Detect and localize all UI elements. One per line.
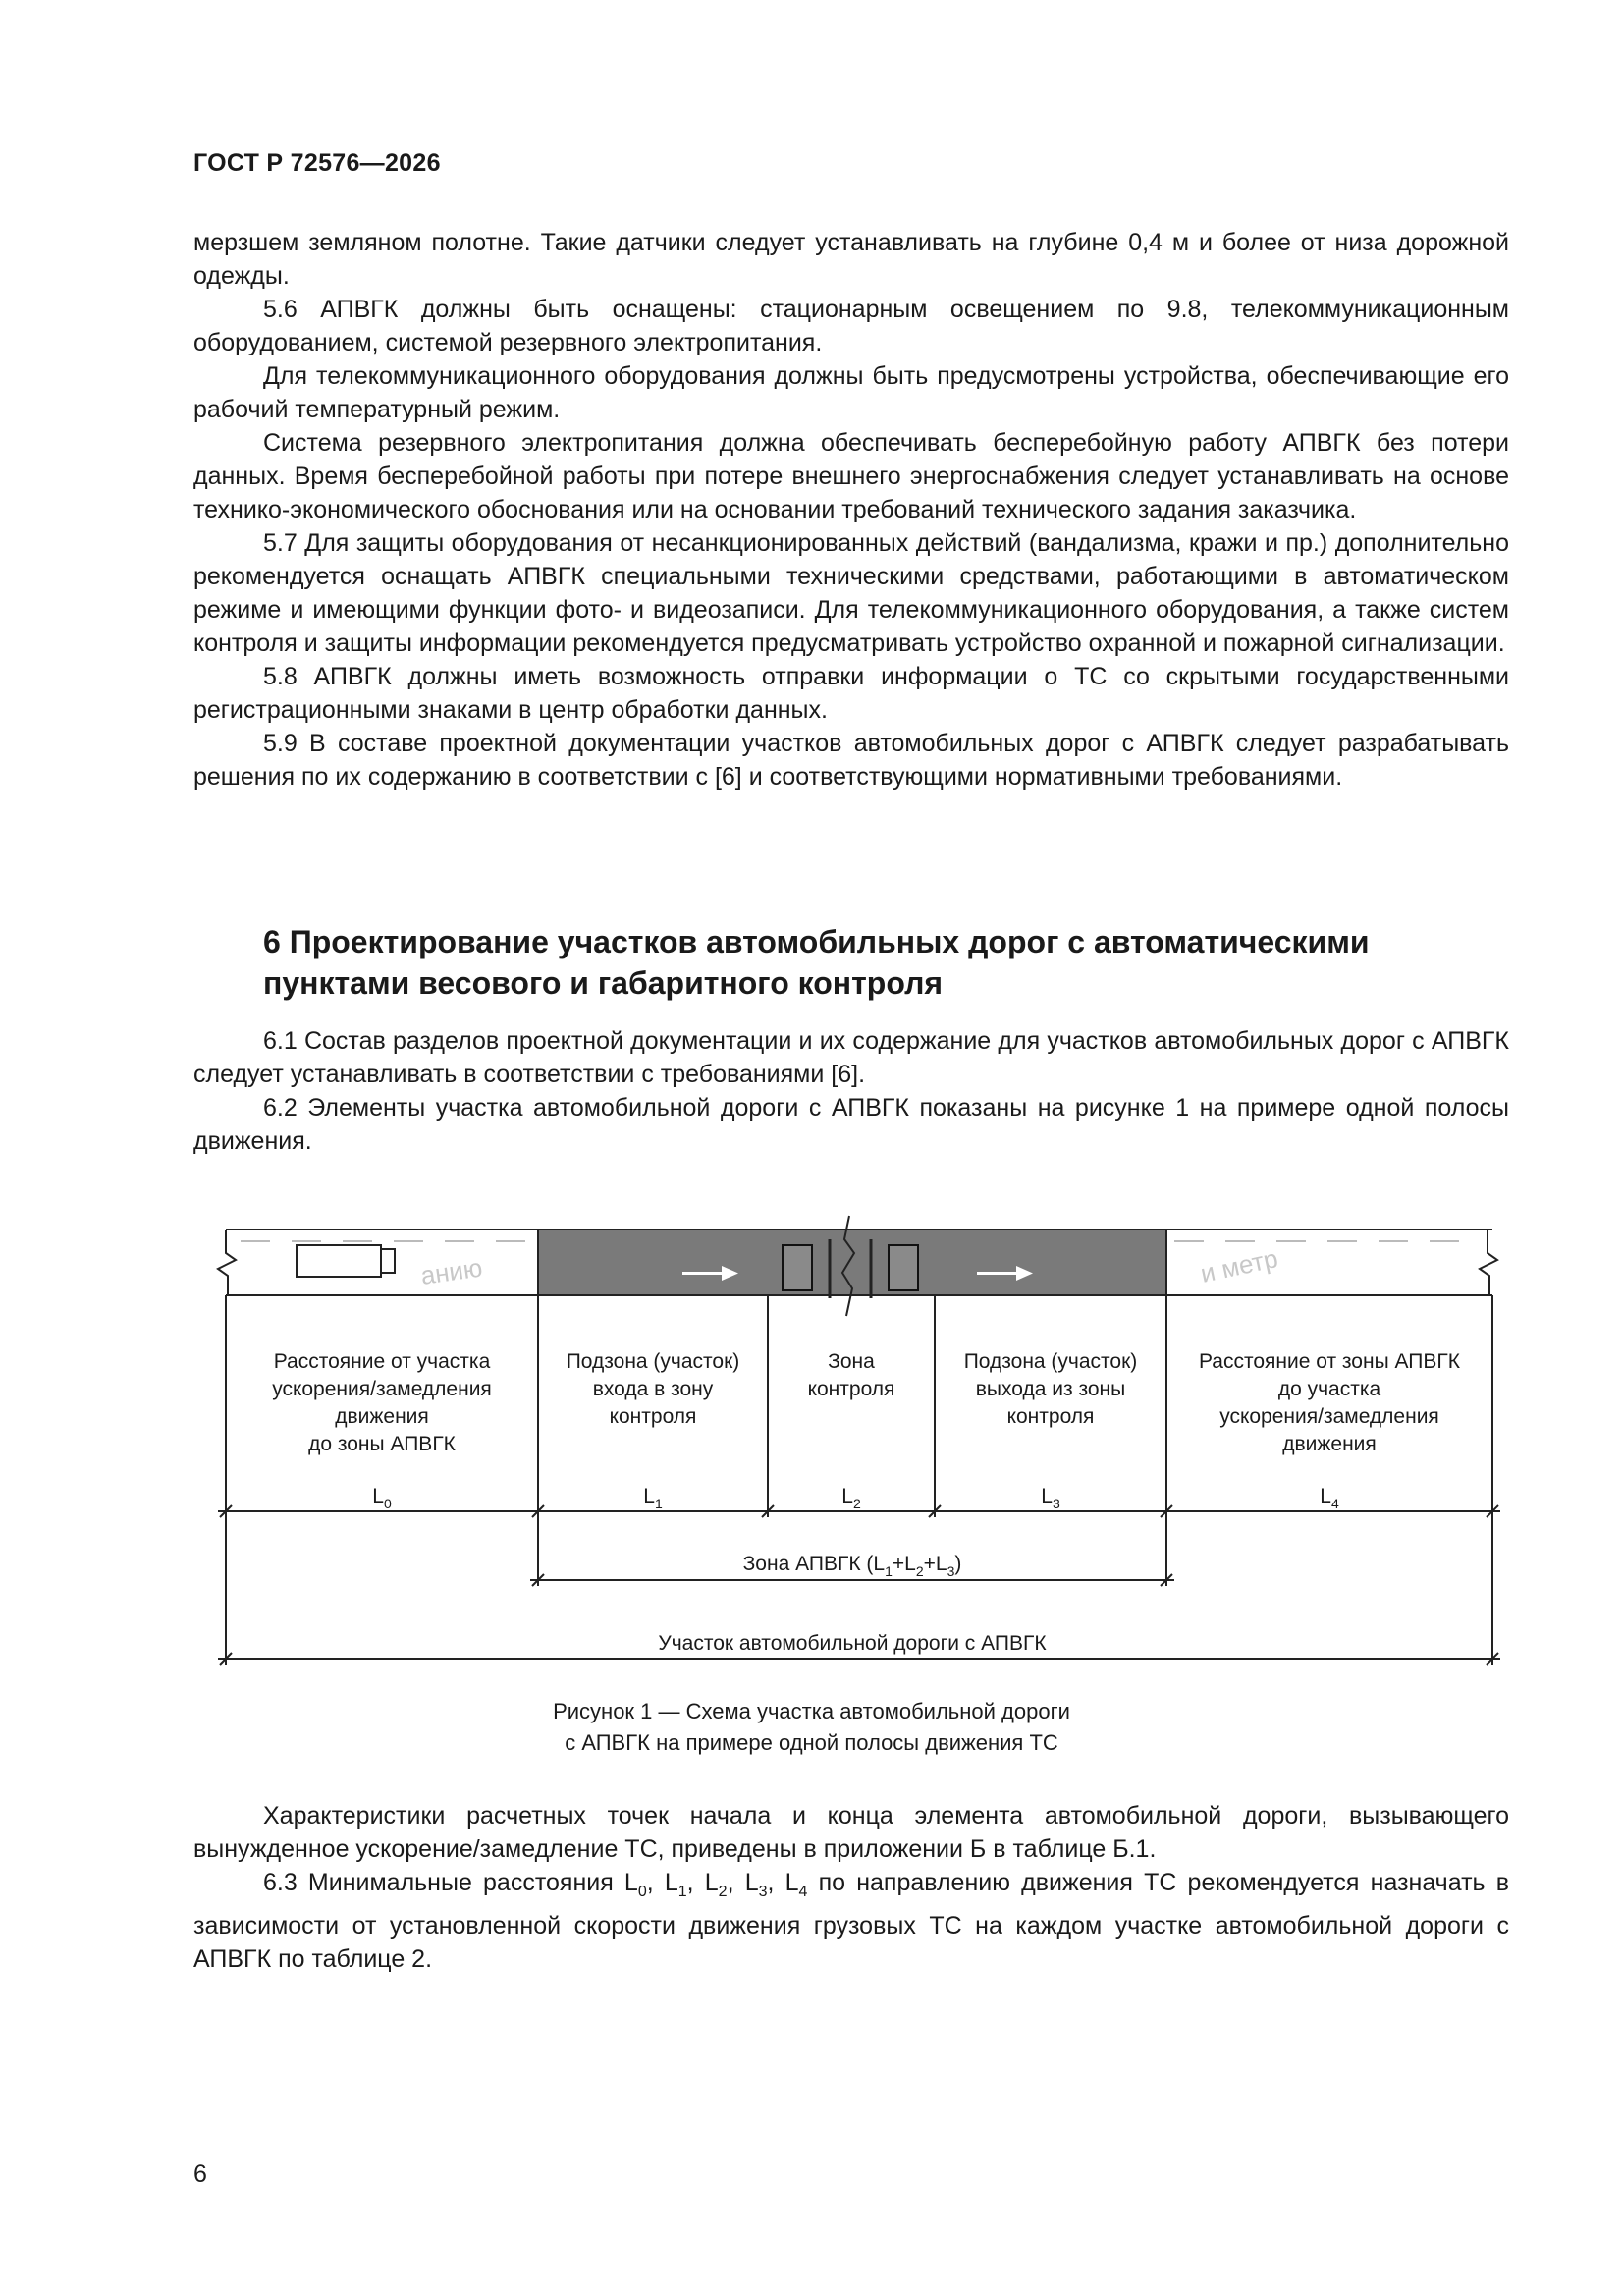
zone-label-line: ускорения/замедления: [272, 1378, 492, 1400]
paragraph: 5.6 АПВГК должны быть оснащены: стационарным освещением по 9.8, телекоммуникационным оборудованием, системой резервного электропитания.: [193, 296, 1509, 356]
section-heading-line: 6 Проектирование участков автомобильных дорог с автоматическими: [263, 924, 1370, 959]
zone-label-line: движения: [1282, 1433, 1377, 1455]
paragraph: 5.8 АПВГК должны иметь возможность отправки информации о ТС со скрытыми государственными регистрационными знаками в центр обработки данных.: [193, 663, 1509, 724]
zone-label-line: Подзона (участок): [566, 1350, 740, 1373]
zone-label-line: ускорения/замедления: [1219, 1405, 1439, 1428]
after-figure-text: [193, 1799, 1509, 1976]
dimension-label-l4: $L_4$: [1320, 1485, 1339, 1511]
dimension-label-l3: $L_3$: [1041, 1485, 1060, 1511]
paragraph: 5.9 В составе проектной документации участков автомобильных дорог с АПВГК следует разрабатывать решения по их содержанию в соответствии с [6] и соответствующими нормативными требованиями.: [193, 730, 1509, 791]
watermark-text: и метр: [1198, 1242, 1281, 1288]
zone-label-line: до участка: [1277, 1378, 1381, 1400]
zone-label-line: Зона: [828, 1350, 875, 1373]
paragraph: Для телекоммуникационного оборудования должны быть предусмотрены устройства, обеспечивающие его рабочий температурный режим.: [193, 362, 1509, 423]
zone-label-line: до зоны АПВГК: [308, 1433, 456, 1455]
paragraph: 6.1 Состав разделов проектной документации и их содержание для участков автомобильных дорог с АПВГК следует устанавливать в соответствии с требованиями [6].: [193, 1027, 1509, 1088]
zone-apvgk-label: Зона АПВГК $(L_1+L_2+L_3)$: [742, 1553, 962, 1579]
dimension-label-l1: $L_1$: [643, 1485, 663, 1511]
zone-label-line: выхода из зоны: [975, 1378, 1126, 1400]
paragraph: Характеристики расчетных точек начала и конца элемента автомобильной дороги, вызывающего вынужденное ускорение/замедление ТС, приведены в приложении Б в таблице Б.1.: [193, 1802, 1509, 1863]
watermark-text: анию: [418, 1252, 485, 1290]
caption-line: Рисунок 1 — Схема участка автомобильной дороги: [553, 1699, 1070, 1723]
caption-line: с АПВГК на примере одной полосы движения ТС: [565, 1730, 1058, 1755]
paragraph: Система резервного электропитания должна обеспечивать бесперебойную работу АПВГК без потери данных. Время бесперебойной работы при потере внешнего энергоснабжения следует устанавливать на основе технико-экономического обоснования или на основании требований технического задания заказчика.: [193, 429, 1509, 523]
zone-label-line: движения: [335, 1405, 429, 1428]
zone-label-line: контроля: [609, 1405, 697, 1428]
paragraph: 5.7 Для защиты оборудования от несанкционированных действий (вандализма, кражи и пр.) дополнительно рекомендуется оснащать АПВГК специальными техническими средствами, работающими в автоматическом режиме и имеющими функции фото- и видеозаписи. Для телекоммуникационного оборудования, а также систем контроля и защиты информации рекомендуется предусматривать устройство охранной и пожарной сигнализации.: [193, 529, 1509, 657]
zone-label-line: входа в зону: [592, 1378, 714, 1400]
zone-label-line: Расстояние от зоны АПВГК: [1198, 1350, 1461, 1373]
road-section-label: Участок автомобильной дороги с АПВГК: [658, 1632, 1047, 1655]
paragraph: 6.2 Элементы участка автомобильной дороги с АПВГК показаны на рисунке 1 на примере одной полосы движения.: [193, 1094, 1509, 1155]
paragraph: 6.3 Минимальные расстояния $L_0$, $L_1$, $L_2$, $L_3$, $L_4$ по направлению движения ТС рекомендуется назначать в зависимости от установленной скорости движения грузовых ТС на каждом участке автомобильной дороги с АПВГК по таблице 2.: [193, 1869, 1509, 1973]
zone-label-line: контроля: [1006, 1405, 1095, 1428]
figure-caption: [0, 1696, 1623, 1759]
paragraph: мерзшем земляном полотне. Такие датчики следует устанавливать на глубине 0,4 м и более от низа дорожной одежды.: [193, 229, 1509, 290]
dimension-label-l2: $L_2$: [841, 1485, 861, 1511]
page-number: 6: [193, 2160, 207, 2188]
dimension-label-l0: $L_0$: [372, 1485, 392, 1511]
section-heading-line: пунктами весового и габаритного контроля: [263, 965, 944, 1001]
document-header: ГОСТ Р 72576—2026: [193, 149, 441, 177]
zone-label-line: контроля: [807, 1378, 895, 1400]
zone-label-line: Расстояние от участка: [273, 1350, 491, 1373]
zone-label-line: Подзона (участок): [963, 1350, 1138, 1373]
